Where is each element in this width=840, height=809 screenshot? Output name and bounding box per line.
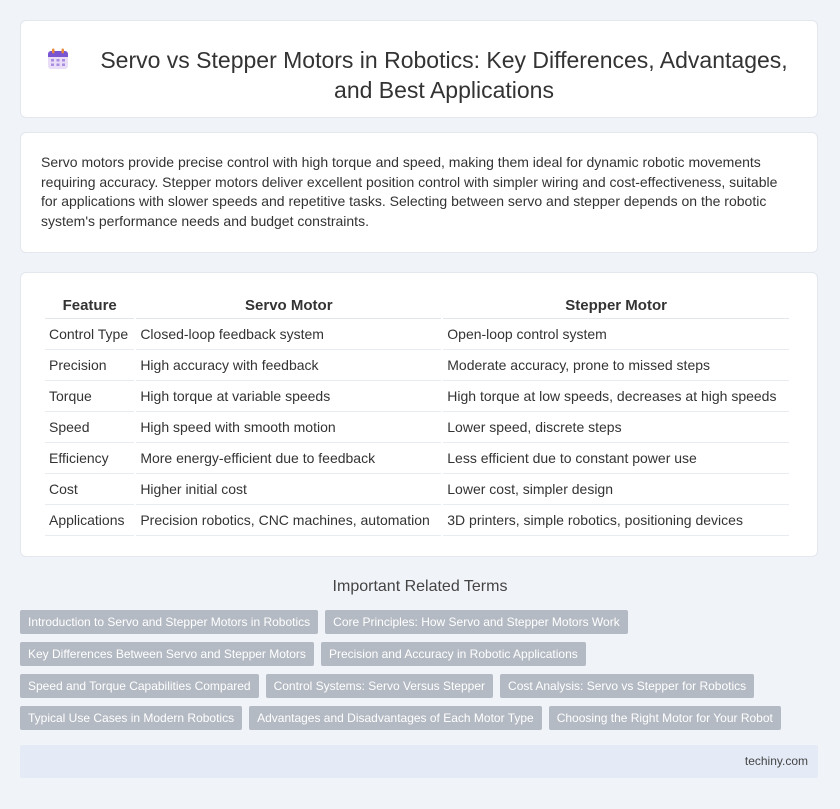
table-row — [45, 505, 789, 536]
related-term-tag[interactable]: Control Systems: Servo Versus Stepper — [266, 674, 493, 698]
table-cell: High torque at low speeds, decreases at high speeds — [443, 381, 789, 412]
related-terms-title: Important Related Terms — [332, 578, 508, 595]
page-title: Servo vs Stepper Motors in Robotics: Key Differences, Advantages, and Best Applications — [100, 47, 788, 103]
calendar-icon — [47, 48, 69, 70]
table-row — [45, 412, 789, 443]
table-cell: More energy-efficient due to feedback — [136, 443, 441, 474]
table-cell: Control Type — [45, 319, 134, 350]
related-term-tag[interactable]: Cost Analysis: Servo vs Stepper for Robotics — [500, 674, 754, 698]
related-term-tag[interactable]: Precision and Accuracy in Robotic Applications — [321, 642, 586, 666]
table-cell: Torque — [45, 381, 134, 412]
table-row — [45, 381, 789, 412]
table-cell: High torque at variable speeds — [136, 381, 441, 412]
table-cell: Speed — [45, 412, 134, 443]
table-cell: Cost — [45, 474, 134, 505]
table-cell: High speed with smooth motion — [136, 412, 441, 443]
table-cell: High accuracy with feedback — [136, 350, 441, 381]
table-cell: Moderate accuracy, prone to missed steps — [443, 350, 789, 381]
table-cell: Precision robotics, CNC machines, automation — [136, 505, 441, 536]
table-cell: Lower speed, discrete steps — [443, 412, 789, 443]
table-cell: Higher initial cost — [136, 474, 441, 505]
comparison-table — [43, 293, 791, 536]
header-card — [20, 20, 818, 118]
table-row — [45, 474, 789, 505]
related-terms-row — [20, 706, 820, 730]
related-terms-row — [20, 642, 820, 666]
related-terms-row — [20, 674, 820, 698]
related-term-tag[interactable]: Core Principles: How Servo and Stepper Motors Work — [325, 610, 628, 634]
comparison-table-card — [20, 272, 818, 557]
table-row — [45, 319, 789, 350]
table-header-row — [45, 293, 789, 319]
related-terms-row — [20, 610, 820, 634]
related-term-tag[interactable]: Speed and Torque Capabilities Compared — [20, 674, 259, 698]
related-term-tag[interactable]: Introduction to Servo and Stepper Motors in Robotics — [20, 610, 318, 634]
table-cell: Closed-loop feedback system — [136, 319, 441, 350]
related-terms-list — [20, 610, 820, 738]
table-cell: Precision — [45, 350, 134, 381]
related-term-tag[interactable]: Key Differences Between Servo and Stepper Motors — [20, 642, 314, 666]
table-row — [45, 350, 789, 381]
related-term-tag[interactable]: Choosing the Right Motor for Your Robot — [549, 706, 781, 730]
column-header-stepper: Stepper Motor — [443, 293, 789, 319]
table-cell: Applications — [45, 505, 134, 536]
intro-card — [20, 132, 818, 253]
table-cell: Open-loop control system — [443, 319, 789, 350]
related-term-tag[interactable]: Typical Use Cases in Modern Robotics — [20, 706, 242, 730]
table-cell: Efficiency — [45, 443, 134, 474]
column-header-feature: Feature — [45, 293, 134, 319]
column-header-servo: Servo Motor — [136, 293, 441, 319]
table-row — [45, 443, 789, 474]
related-term-tag[interactable]: Advantages and Disadvantages of Each Motor Type — [249, 706, 542, 730]
footer — [20, 745, 818, 778]
table-cell: Lower cost, simpler design — [443, 474, 789, 505]
footer-site-link[interactable]: techiny.com — [744, 754, 808, 768]
table-cell: 3D printers, simple robotics, positioning devices — [443, 505, 789, 536]
intro-paragraph: Servo motors provide precise control with high torque and speed, making them ideal for dynamic robotic movements requiring accuracy. Stepper motors deliver excellent position control with simpler wiring and cost-effectiveness, suitable for applications with slower speeds and repetitive tasks. Selecting between servo and stepper depends on the robotic system's performance needs and budget constraints. — [41, 154, 778, 229]
table-cell: Less efficient due to constant power use — [443, 443, 789, 474]
